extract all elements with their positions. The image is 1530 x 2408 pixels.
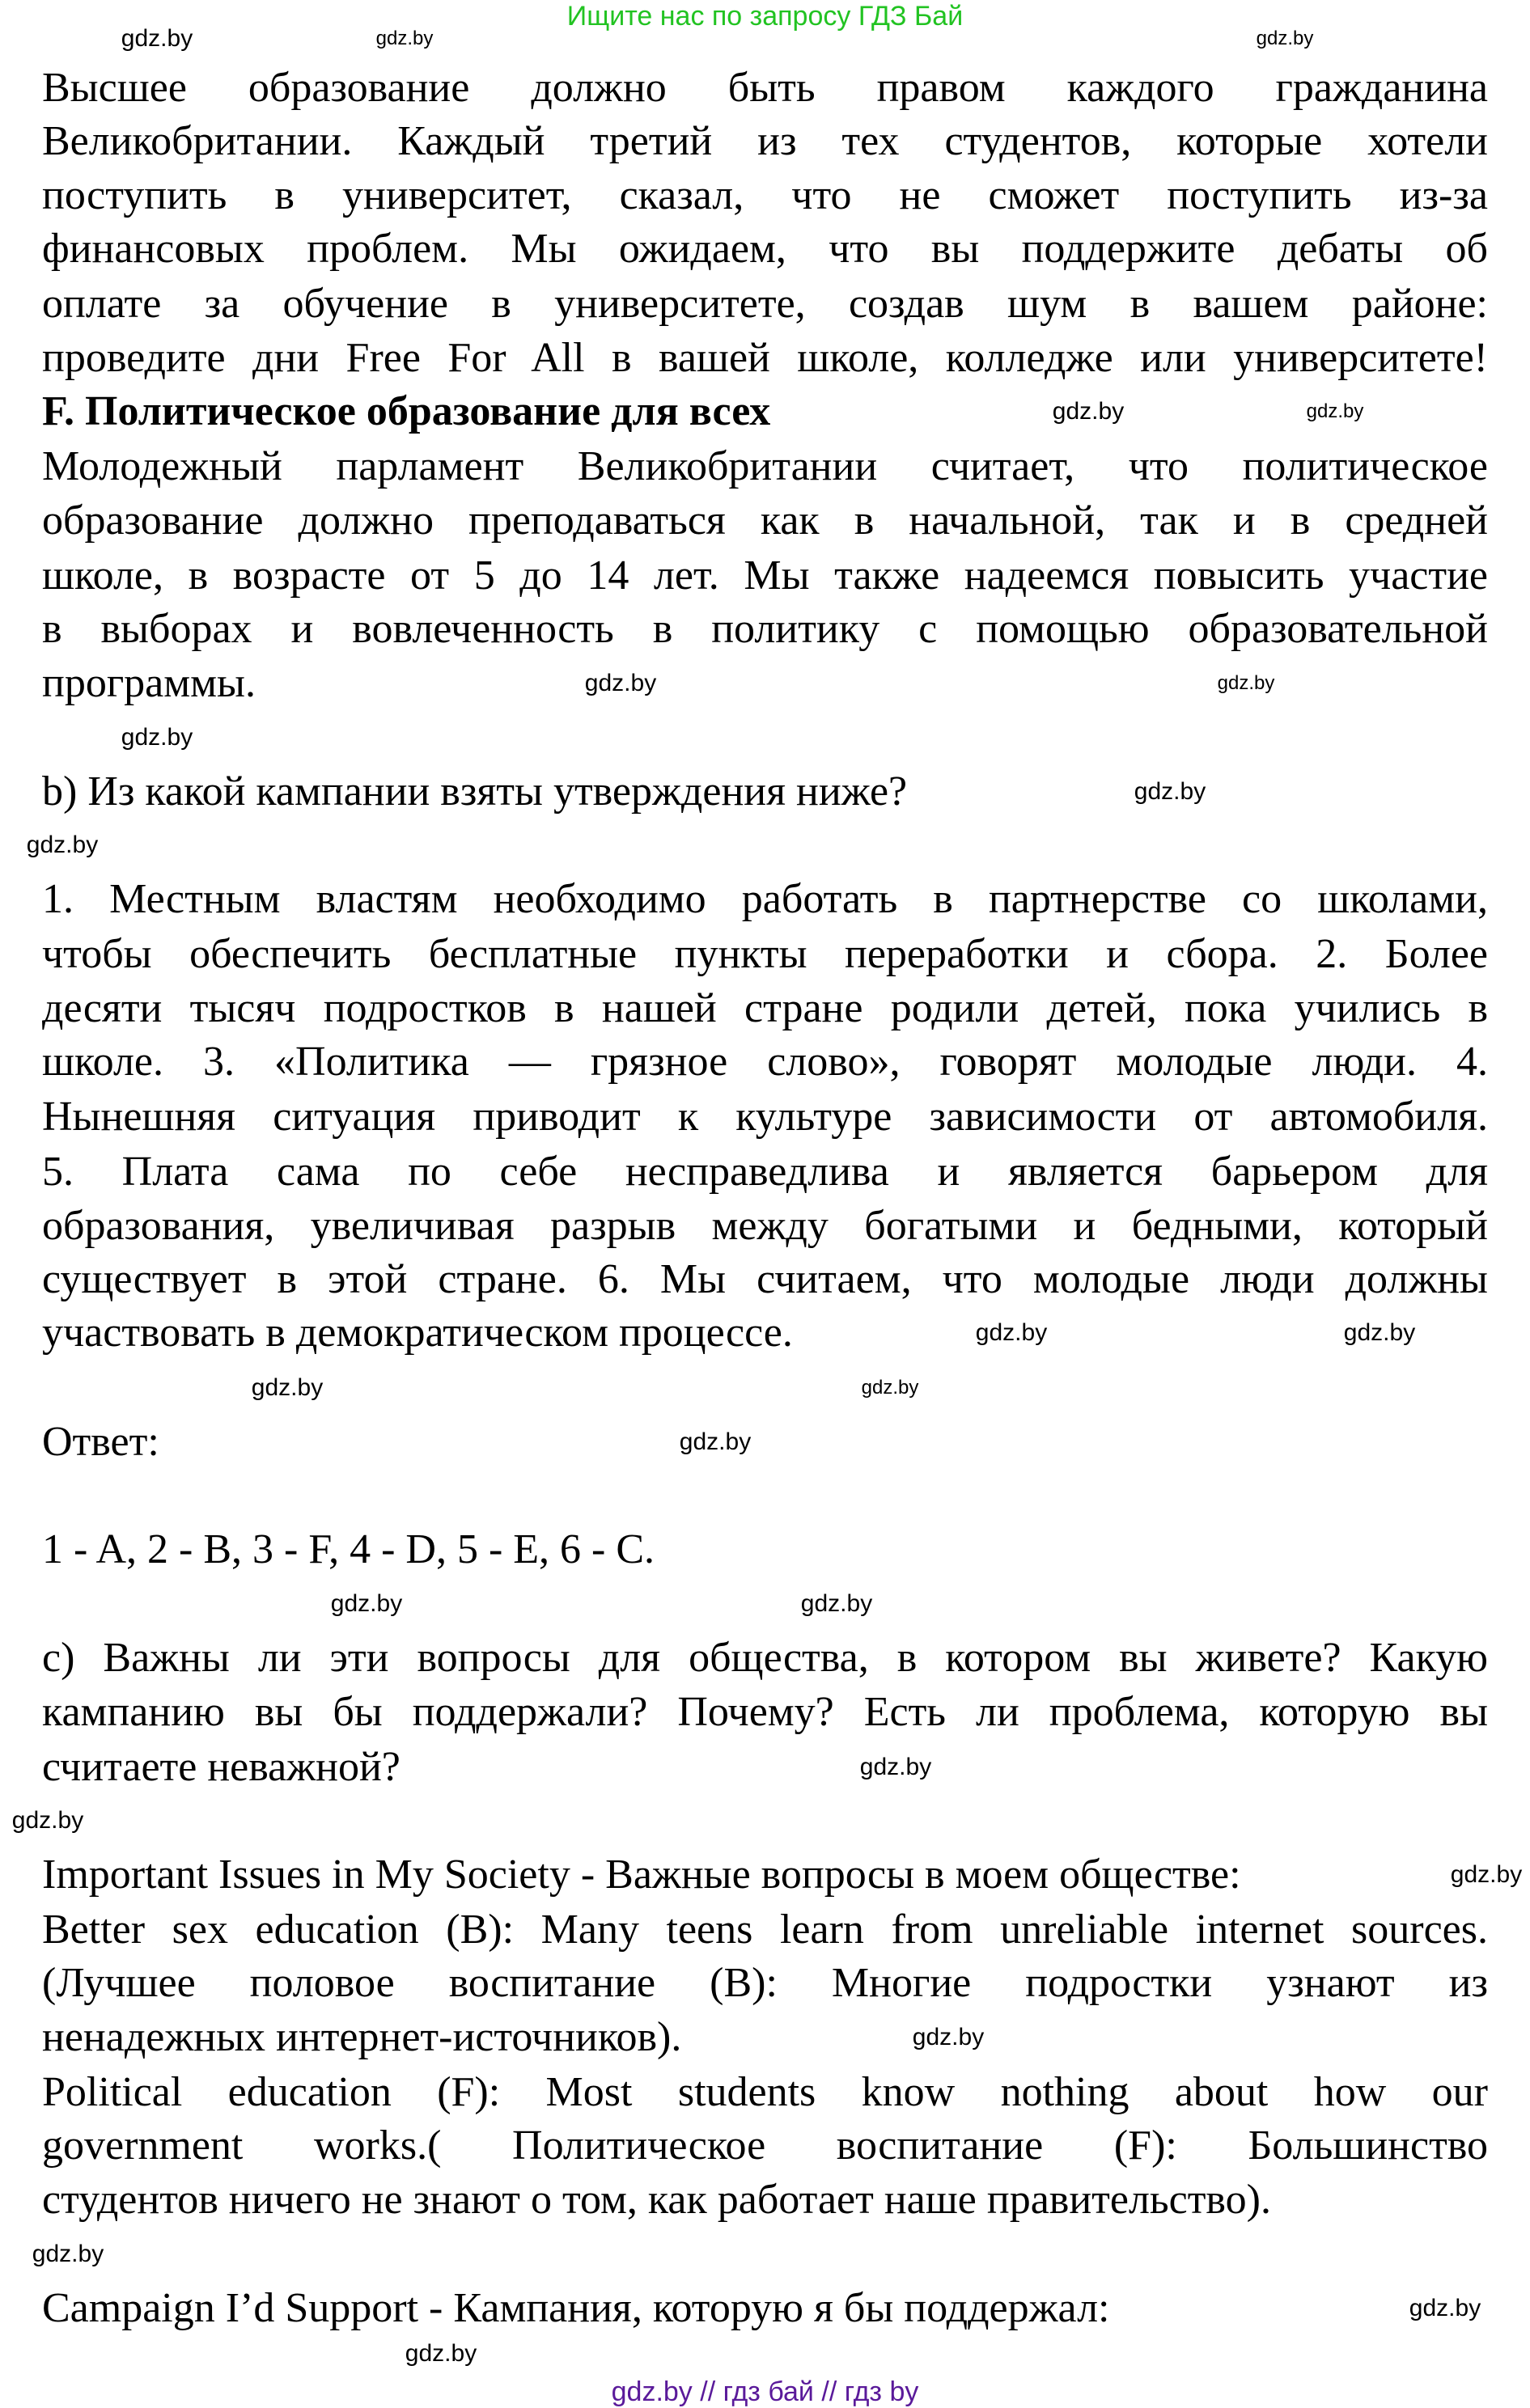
watermark: gdz.by <box>32 2241 104 2267</box>
watermark: gdz.by <box>121 25 193 52</box>
issue-b-line: (Лучшее половое воспитание (B): Многие подростки узнают из <box>42 1960 1488 2006</box>
watermark: gdz.by <box>1306 400 1364 422</box>
issue-b-line: ненадежных интернет-источников). <box>42 2014 682 2060</box>
watermark: gdz.by <box>912 2024 985 2050</box>
watermark: gdz.by <box>859 1754 932 1780</box>
answer-label: Ответ: <box>42 1419 159 1465</box>
section-heading-f: F. Политическое образование для всех <box>42 388 771 434</box>
statement-line: Нынешняя ситуация приводит к культуре зависимости от автомобиля. <box>42 1094 1488 1140</box>
paragraph-line: образование должно преподаваться как в начальной, так и в средней <box>42 497 1488 544</box>
answer-text: 1 - A, 2 - B, 3 - F, 4 - D, 5 - E, 6 - C. <box>42 1526 655 1572</box>
paragraph-line: Великобритании. Каждый третий из тех студентов, которые хотели <box>42 118 1488 164</box>
issue-f-line: Political education (F): Most students know nothing about how our <box>42 2069 1488 2115</box>
search-hint-banner: Ищите нас по запросу ГДЗ Бай <box>566 1 964 32</box>
watermark: gdz.by <box>861 1377 919 1399</box>
issue-b-line: Better sex education (B): Many teens learn from unreliable internet sources. <box>42 1907 1488 1953</box>
paragraph-line: Высшее образование должно быть правом каждого гражданина <box>42 65 1488 111</box>
watermark: gdz.by <box>800 1590 873 1617</box>
watermark: gdz.by <box>975 1319 1048 1346</box>
watermark: gdz.by <box>1134 778 1206 805</box>
watermark: gdz.by <box>679 1428 752 1455</box>
campaign-title: Campaign I’d Support - Кампания, которую я бы поддержал: <box>42 2285 1110 2331</box>
question-c-line: c) Важны ли эти вопросы для общества, в котором вы живете? Какую <box>42 1635 1488 1681</box>
statement-line: участвовать в демократическом процессе. <box>42 1310 793 1356</box>
watermark: gdz.by <box>11 1807 84 1834</box>
question-c-line: кампанию вы бы поддержали? Почему? Есть ли проблема, которую вы <box>42 1689 1488 1735</box>
paragraph-line: Молодежный парламент Великобритании считает, что политическое <box>42 443 1488 489</box>
issues-title: Important Issues in My Society - Важные вопросы в моем обществе: <box>42 1851 1241 1898</box>
paragraph-line: программы. <box>42 660 256 706</box>
paragraph-line: оплате за обучение в университете, создав шум в вашем районе: <box>42 281 1488 327</box>
question-b: b) Из какой кампании взяты утверждения ниже? <box>42 768 908 815</box>
watermark: gdz.by <box>1450 1861 1523 1888</box>
paragraph-line: финансовых проблем. Мы ожидаем, что вы поддержите дебаты об <box>42 226 1488 272</box>
question-c-line: считаете неважной? <box>42 1744 401 1790</box>
statement-line: существует в этой стране. 6. Мы считаем, что молодые люди должны <box>42 1256 1488 1302</box>
issue-f-line: government works.( Политическое воспитание (F): Большинство <box>42 2122 1488 2169</box>
issue-f-line: студентов ничего не знают о том, как работает наше правительство). <box>42 2177 1271 2223</box>
statement-line: 1. Местным властям необходимо работать в партнерстве со школами, <box>42 876 1488 922</box>
watermark: gdz.by <box>584 670 657 696</box>
watermark: gdz.by <box>375 28 434 49</box>
watermark: gdz.by <box>1256 28 1314 49</box>
paragraph-line: поступить в университет, сказал, что не сможет поступить из-за <box>42 172 1488 218</box>
statement-line: чтобы обеспечить бесплатные пункты переработки и сбора. 2. Более <box>42 931 1488 977</box>
watermark: gdz.by <box>121 724 193 751</box>
statement-line: школе. 3. «Политика — грязное слово», говорят молодые люди. 4. <box>42 1039 1488 1085</box>
statement-line: 5. Плата сама по себе несправедлива и является барьером для <box>42 1149 1488 1195</box>
statement-line: десяти тысяч подростков в нашей стране родили детей, пока учились в <box>42 985 1488 1031</box>
footer-links[interactable]: gdz.by // гдз бай // гдз by <box>611 2376 919 2407</box>
watermark: gdz.by <box>1409 2295 1481 2321</box>
watermark: gdz.by <box>1052 398 1125 425</box>
statement-line: образования, увеличивая разрыв между богатыми и бедными, который <box>42 1203 1488 1249</box>
paragraph-line: в выборах и вовлеченность в политику с помощью образовательной <box>42 606 1488 652</box>
watermark: gdz.by <box>1343 1319 1416 1346</box>
watermark: gdz.by <box>405 2340 477 2367</box>
watermark: gdz.by <box>26 832 99 858</box>
watermark: gdz.by <box>251 1374 324 1401</box>
paragraph-line: школе, в возрасте от 5 до 14 лет. Мы также надеемся повысить участие <box>42 552 1488 599</box>
paragraph-line: проведите дни Free For All в вашей школе, колледже или университете! <box>42 335 1488 381</box>
watermark: gdz.by <box>1217 672 1275 694</box>
watermark: gdz.by <box>330 1590 403 1617</box>
